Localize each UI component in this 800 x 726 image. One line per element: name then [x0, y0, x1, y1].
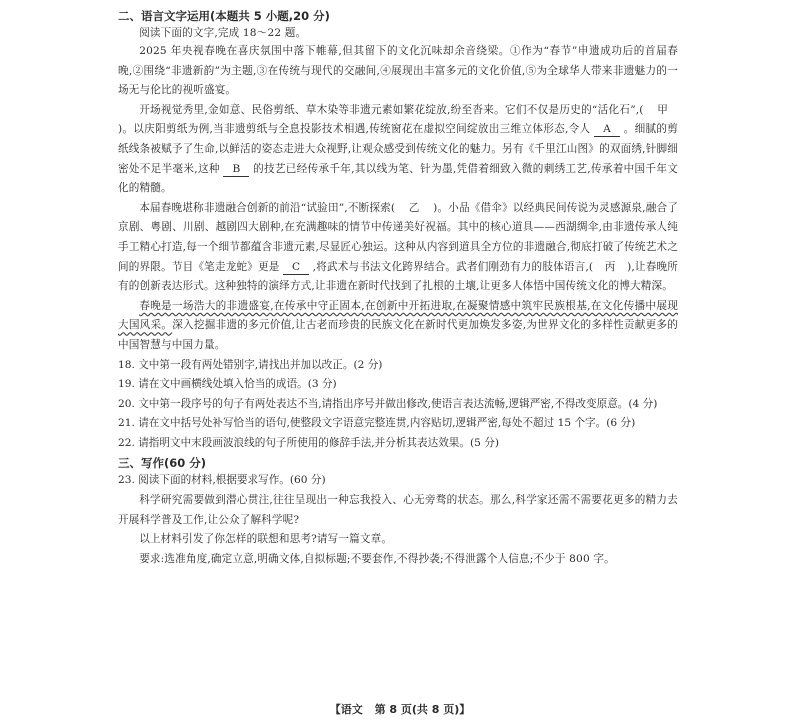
blank-bing: 丙 [604, 260, 616, 273]
question-21: 21. 请在文中括号处补写恰当的语句,使整段文字语意完整连贯,内容贴切,逻辑严密,每处不超过 15 个字。(6 分) [118, 417, 636, 430]
p3-text-c: ,将武术与书法文化跨界结合。武者们刚劲有力的肢体语言,( [312, 260, 594, 273]
section3-heading: 三、写作(60 分) [118, 456, 207, 471]
p2-text-c: 。细腻的剪纸线条被赋予了生命,以鲜活的姿态走进大众视野,让观众感受到传统文化的魅力。另有《千里江山图》的双面绣,针脚细密处不足半毫米,这种 [118, 123, 678, 175]
question-22: 22. 请指明文中末段画波浪线的句子所使用的修辞手法,并分析其表达效果。(5 分) [118, 436, 499, 449]
exam-content [118, 8, 678, 569]
question-19: 19. 请在文中画横线处填入恰当的成语。(3 分) [118, 378, 337, 391]
wavy-underlined-sentence: 春晚是一场浩大的非遗盛宴,在传承中守正固本,在创新中开拓进取,在凝聚情感中筑牢民族根基,在文化传播中展现大国风采。 [118, 299, 678, 332]
writing-material: 科学研究需要做到潜心贯注,往往呈现出一种忘我投入、心无旁骛的状态。那么,科学家还需不需要花更多的精力去开展科学普及工作,让公众了解科学呢? [118, 494, 678, 526]
blank-A: A [594, 123, 620, 137]
passage-paragraph-4 [118, 297, 678, 356]
blank-yi: 乙 [408, 201, 420, 214]
section2-heading: 二、语言文字运用(本题共 5 小题,20 分) [118, 9, 330, 23]
passage-paragraph-2 [118, 101, 678, 199]
p4-text-rest: 深入挖掘非遗的多元价值,让古老而珍贵的民族文化在新时代更加焕发多姿,为世界文化的多样性贡献更多的中国智慧与中国力量。 [118, 319, 678, 351]
p3-text-d: ),让春晚所有的创新表达形式。这种独特的演绎方式,让非遗在新时代找到了扎根的土壤,让更多人体悟中国传统文化的博大精深。 [118, 260, 678, 293]
footer-page-number: 第 8 页(共 8 页)】 [374, 703, 471, 716]
passage-paragraph-3 [118, 199, 678, 297]
p3-text-b: )。小品《借伞》以经典民间传说为灵感源泉,融合了京剧、粤剧、川剧、越剧四大剧种,在充满趣味的情节中传递美好祝福。其中的核心道具——西湖绸伞,由非遗传承人纯手工精心打造,每一个细节都蕴含非遗元素,尽显匠心独运。这种从内容到道具全方位的非遗融合,彻底打破了传统艺术之间的界限。节目《笔走龙蛇》更是 [118, 201, 678, 273]
section2-instruction: 阅读下面的文字,完成 18～22 题。 [139, 27, 307, 39]
footer-subject: 【语文 [329, 703, 363, 716]
p2-text-d: 的技艺已经传承千年,其以线为笔、针为墨,凭借着细致入微的刺绣工艺,传承着中国千年文化的精髓。 [118, 162, 678, 195]
question-23: 23. 阅读下面的材料,根据要求写作。(60 分) [118, 474, 326, 487]
question-20: 20. 文中第一段序号的句子有两处表达不当,请指出序号并做出修改,使语言表达流畅,逻辑严密,不得改变原意。(4 分) [118, 397, 658, 410]
writing-prompt: 以上材料引发了你怎样的联想和思考?请写一篇文章。 [139, 533, 393, 546]
question-18: 18. 文中第一段有两处错别字,请找出并加以改正。(2 分) [118, 358, 383, 371]
p2-text-a: 开场视觉秀里,金如意、民俗剪纸、草木染等非遗元素如繁花绽放,纷至沓来。它们不仅是历史的“活化石”,( [139, 103, 644, 116]
blank-B: B [223, 163, 249, 177]
p3-text-a: 本届春晚堪称非遗融合创新的前沿“试验田”,不断探索( [139, 201, 396, 214]
blank-jia: 甲 [657, 103, 668, 116]
writing-requirements: 要求:选准角度,确定立意,明确文体,自拟标题;不要套作,不得抄袭;不得泄露个人信息;不少于 800 字。 [139, 552, 615, 565]
page-footer [0, 701, 800, 717]
blank-C: C [283, 261, 309, 275]
passage-paragraph-1: 2025 年央视春晚在喜庆氛围中落下帷幕,但其留下的文化沉味却余音绕梁。①作为“春节”申遗成功后的首届春晚,②围绕“非遗新韵”为主题,③在传统与现代的交融间,④展现出丰富多元的文化价值,⑤为全球华人带来非遗魅力的一场无与伦比的视听盛宴。 [118, 45, 678, 97]
p2-text-b: )。以庆阳剪纸为例,当非遗剪纸与全息投影技术相遇,传统窗花在虚拟空间绽放出三维立体形态,令人 [118, 123, 591, 136]
